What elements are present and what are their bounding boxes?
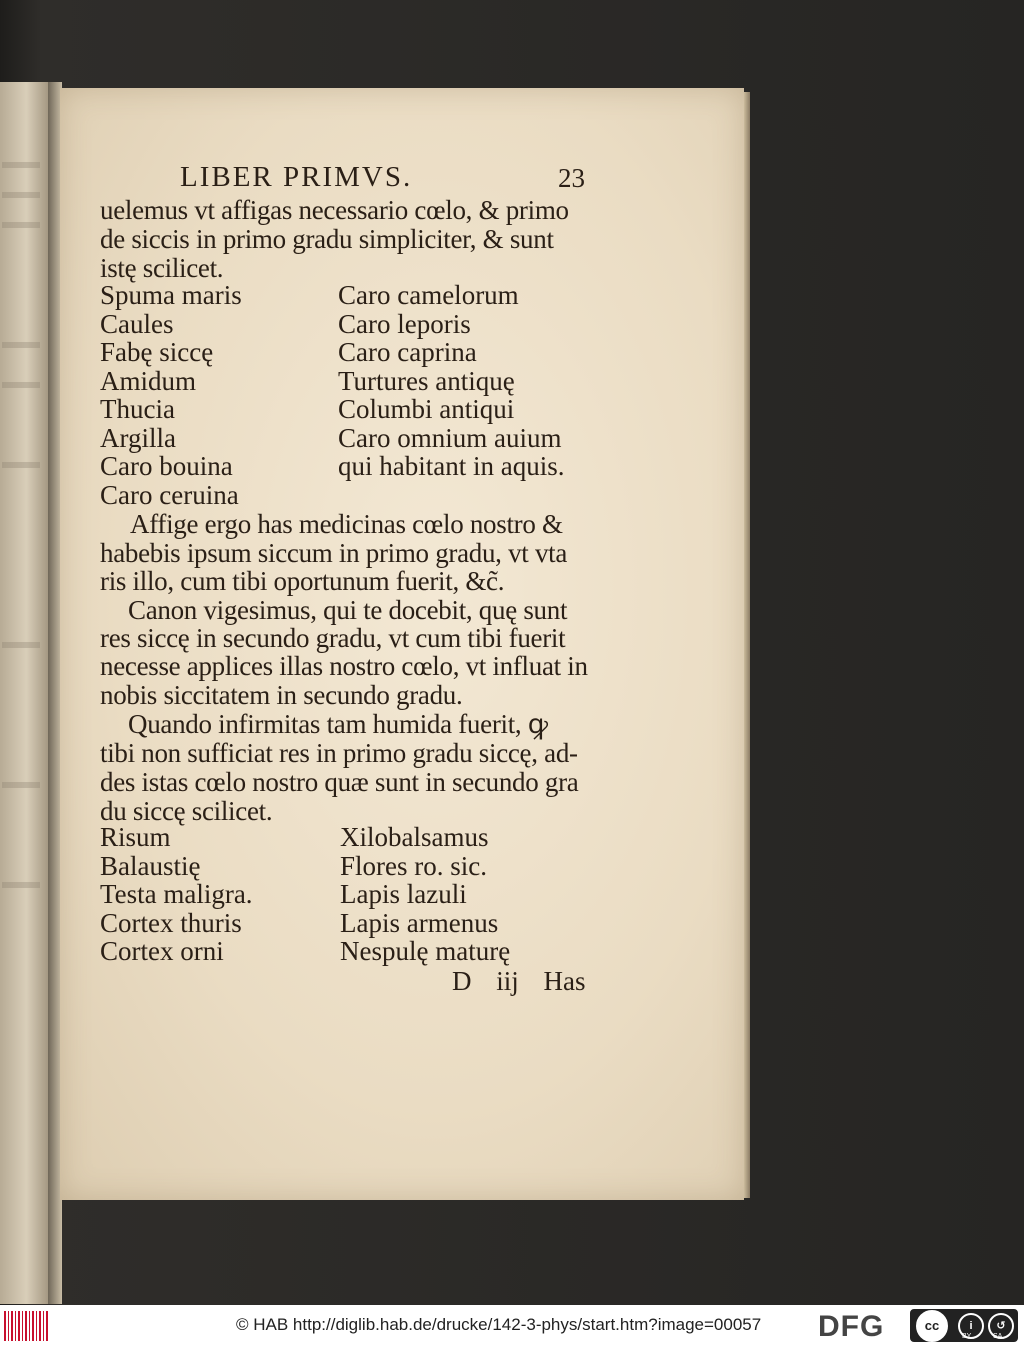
list-item: Nespulę maturę — [340, 936, 511, 966]
text-line: nobis siccitatem in secundo gradu. — [100, 680, 463, 710]
list-item: Lapis lazuli — [340, 879, 467, 909]
list-item: Testa maligra. — [100, 879, 253, 909]
text-line: habebis ipsum siccum in primo gradu, vt vta — [100, 538, 568, 568]
ghost-line — [2, 642, 40, 648]
list-right-column — [338, 281, 564, 481]
list-item: Caules — [100, 308, 174, 339]
list-item: Risum — [100, 822, 171, 852]
list-item: Balaustię — [100, 850, 201, 881]
list-item: Argilla — [100, 422, 176, 453]
by-label: BY — [962, 1333, 972, 1340]
text-line: uelemus vt affigas necessario cœlo, & primo — [100, 195, 569, 225]
adjacent-page-edge — [0, 82, 48, 1304]
list-item: Turtures antiquę — [338, 365, 515, 396]
list-item: Spuma maris — [100, 280, 242, 310]
list-item: Lapis armenus — [340, 907, 499, 938]
list-left-column — [100, 281, 242, 509]
sa-icon: ↺ — [988, 1313, 1014, 1339]
list-item: Caro ceruina — [100, 479, 239, 510]
dfg-logo: DFG — [818, 1310, 885, 1343]
list-item: Cortex thuris — [100, 907, 242, 938]
sa-label: SA — [993, 1333, 1003, 1340]
barcode-icon — [4, 1311, 48, 1341]
list-item: Amidum — [100, 365, 197, 396]
text-line: du siccę scilicet. — [100, 796, 273, 826]
list-item: Xilobalsamus — [340, 822, 489, 852]
ghost-line — [2, 782, 40, 788]
list-item: Cortex orni — [100, 936, 224, 966]
ghost-line — [2, 882, 40, 888]
page-edge — [744, 92, 750, 1198]
signature-line — [452, 966, 586, 997]
cc-license-badge[interactable] — [910, 1309, 1018, 1342]
ghost-line — [2, 162, 40, 168]
list-item: Flores ro. sic. — [340, 850, 487, 881]
ghost-line — [2, 222, 40, 228]
text-line: ris illo, cum tibi oportunum fuerit, &c̃. — [100, 566, 505, 596]
source-credit[interactable]: © HAB http://diglib.hab.de/drucke/142-3-phys/start.htm?image=00057 — [236, 1315, 762, 1334]
list-item: Columbi antiqui — [338, 394, 515, 424]
text-line: des istas cœlo nostro quæ sunt in secundo gra — [100, 767, 579, 797]
text-line: necesse applices illas nostro cœlo, vt influat in — [100, 651, 588, 681]
list-item: Caro omnium auium — [338, 422, 562, 453]
text-line: Canon vigesimus, qui te docebit, quę sunt — [128, 595, 568, 625]
list-item: Caro caprina — [338, 337, 477, 367]
text-line: istę scilicet. — [100, 253, 224, 283]
list-item: Thucia — [100, 394, 175, 424]
list-left-column — [100, 823, 253, 966]
cc-icon: cc — [916, 1310, 948, 1342]
list-item: Caro leporis — [338, 308, 471, 339]
ghost-line — [2, 462, 40, 468]
list-item: Fabę siccę — [100, 337, 214, 367]
text-line: tibi non sufficiat res in primo gradu siccę, ad- — [100, 738, 578, 768]
catchword: Has — [543, 966, 586, 996]
viewer-footer — [0, 1305, 1024, 1346]
text-line: Affige ergo has medicinas cœlo nostro & — [130, 509, 563, 539]
list-item: Caro camelorum — [338, 280, 519, 310]
page-number: 23 — [558, 163, 585, 193]
list-item: Caro bouina — [100, 451, 233, 481]
text-line: Quando infirmitas tam humida fuerit, ꝙ — [128, 709, 548, 739]
running-title: LIBER PRIMVS. — [180, 161, 413, 193]
text-line: res siccę in secundo gradu, vt cum tibi fuerit — [100, 623, 566, 653]
by-icon: i — [958, 1313, 984, 1339]
text-line: de siccis in primo gradu simpliciter, & sunt — [100, 224, 554, 254]
list-right-column — [340, 823, 510, 966]
ghost-line — [2, 342, 40, 348]
list-item: qui habitant in aquis. — [338, 451, 565, 481]
ghost-line — [2, 382, 40, 388]
signature-mark: D iij — [452, 966, 519, 996]
ghost-line — [2, 192, 40, 198]
